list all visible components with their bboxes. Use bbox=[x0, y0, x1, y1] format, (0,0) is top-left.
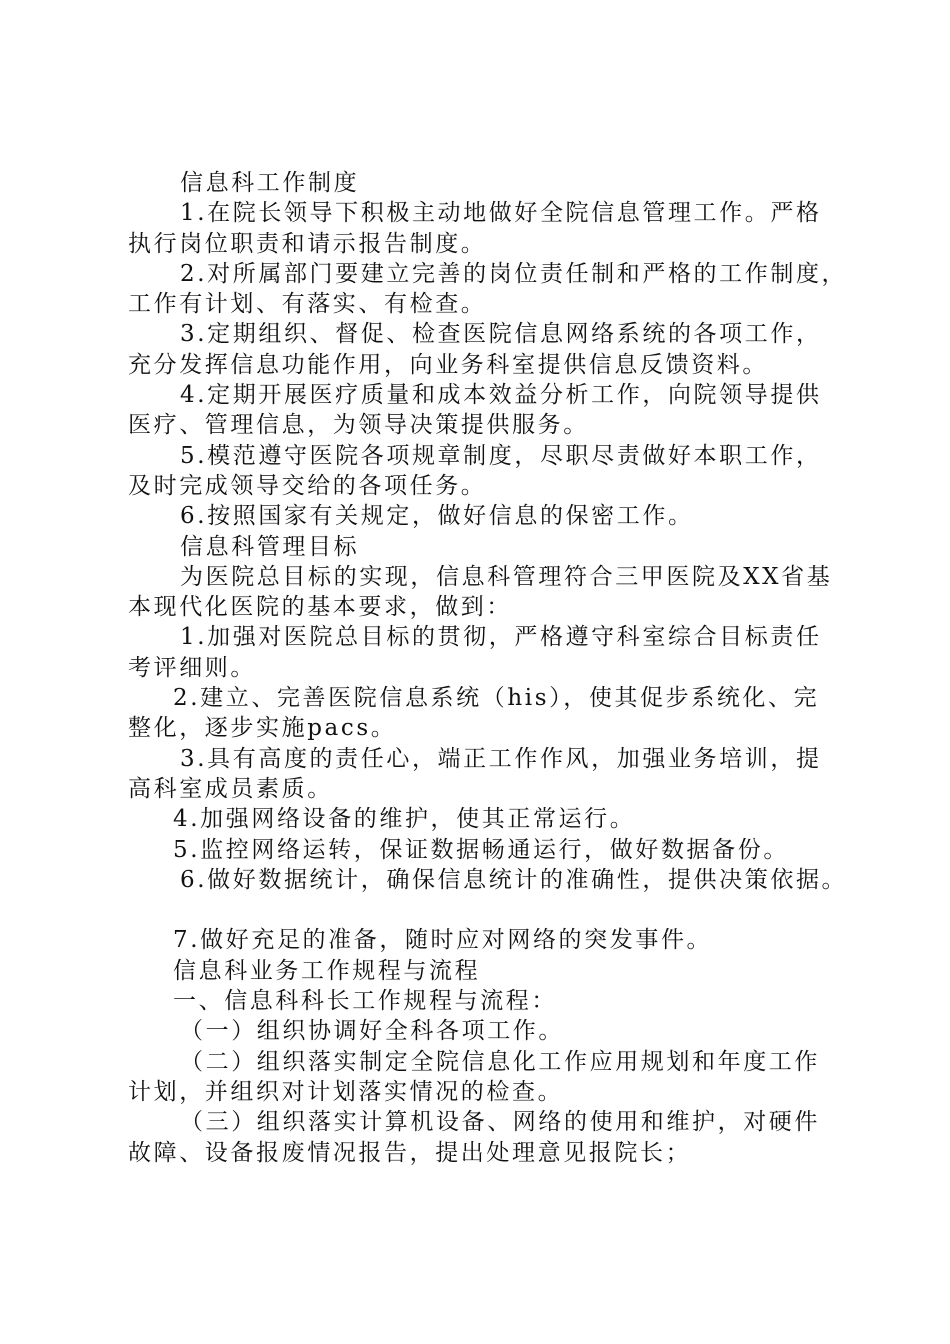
paragraph-line: 2.建立、完善医院信息系统（his），使其促步系统化、完 bbox=[173, 685, 820, 712]
paragraph-line: 4.加强网络设备的维护，使其正常运行。 bbox=[173, 806, 636, 833]
paragraph-line: 1.加强对医院总目标的贯彻，严格遵守科室综合目标责任 bbox=[180, 624, 822, 651]
blank-line bbox=[128, 895, 848, 925]
paragraph-line: 6.做好数据统计，确保信息统计的准确性，提供决策依据。 bbox=[180, 866, 848, 893]
paragraph-line: （二）组织落实制定全院信息化工作应用规划和年度工作 bbox=[180, 1048, 820, 1075]
paragraph-line: 1.在院长领导下积极主动地做好全院信息管理工作。严格 bbox=[180, 200, 822, 227]
section-title-work-procedures: 信息科业务工作规程与流程 bbox=[173, 957, 481, 984]
paragraph-line: 计划，并组织对计划落实情况的检查。 bbox=[128, 1078, 564, 1105]
paragraph-line: 5.模范遵守医院各项规章制度，尽职尽责做好本职工作， bbox=[180, 442, 822, 469]
paragraph-line: 6.按照国家有关规定，做好信息的保密工作。 bbox=[180, 503, 694, 530]
paragraph-line: 7.做好充足的准备，随时应对网络的突发事件。 bbox=[173, 927, 713, 954]
paragraph-line: 2.对所属部门要建立完善的岗位责任制和严格的工作制度， bbox=[180, 260, 848, 287]
paragraph-line: 及时完成领导交给的各项任务。 bbox=[128, 472, 487, 499]
paragraph-line: 执行岗位职责和请示报告制度。 bbox=[128, 230, 487, 257]
paragraph-line: 为医院总目标的实现，信息科管理符合三甲医院及XX省基 bbox=[180, 563, 833, 590]
document-body bbox=[128, 168, 848, 1168]
paragraph-line: 5.监控网络运转，保证数据畅通运行，做好数据备份。 bbox=[173, 836, 789, 863]
paragraph-line: 一、信息科科长工作规程与流程： bbox=[173, 988, 557, 1015]
section-title-work-rules: 信息科工作制度 bbox=[180, 170, 360, 196]
paragraph-line: 3.具有高度的责任心，端正工作作风，加强业务培训，提 bbox=[180, 745, 822, 772]
paragraph-line: 充分发挥信息功能作用，向业务科室提供信息反馈资料。 bbox=[128, 351, 768, 378]
paragraph-line: 医疗、管理信息，为领导决策提供服务。 bbox=[128, 412, 589, 439]
paragraph-line: （一）组织协调好全科各项工作。 bbox=[180, 1018, 564, 1045]
paragraph-line: （三）组织落实计算机设备、网络的使用和维护，对硬件 bbox=[180, 1109, 820, 1136]
paragraph-line: 考评细则。 bbox=[128, 654, 256, 681]
paragraph-line: 4.定期开展医疗质量和成本效益分析工作，向院领导提供 bbox=[180, 382, 822, 409]
paragraph-line: 高科室成员素质。 bbox=[128, 775, 333, 802]
section-title-management-goals: 信息科管理目标 bbox=[180, 533, 360, 560]
paragraph-line: 本现代化医院的基本要求，做到： bbox=[128, 594, 512, 621]
paragraph-line: 整化，逐步实施pacs。 bbox=[128, 715, 397, 742]
paragraph-line: 工作有计划、有落实、有检查。 bbox=[128, 291, 487, 318]
paragraph-line: 故障、设备报废情况报告，提出处理意见报院长； bbox=[128, 1139, 692, 1166]
paragraph-line: 3.定期组织、督促、检查医院信息网络系统的各项工作， bbox=[180, 321, 822, 348]
